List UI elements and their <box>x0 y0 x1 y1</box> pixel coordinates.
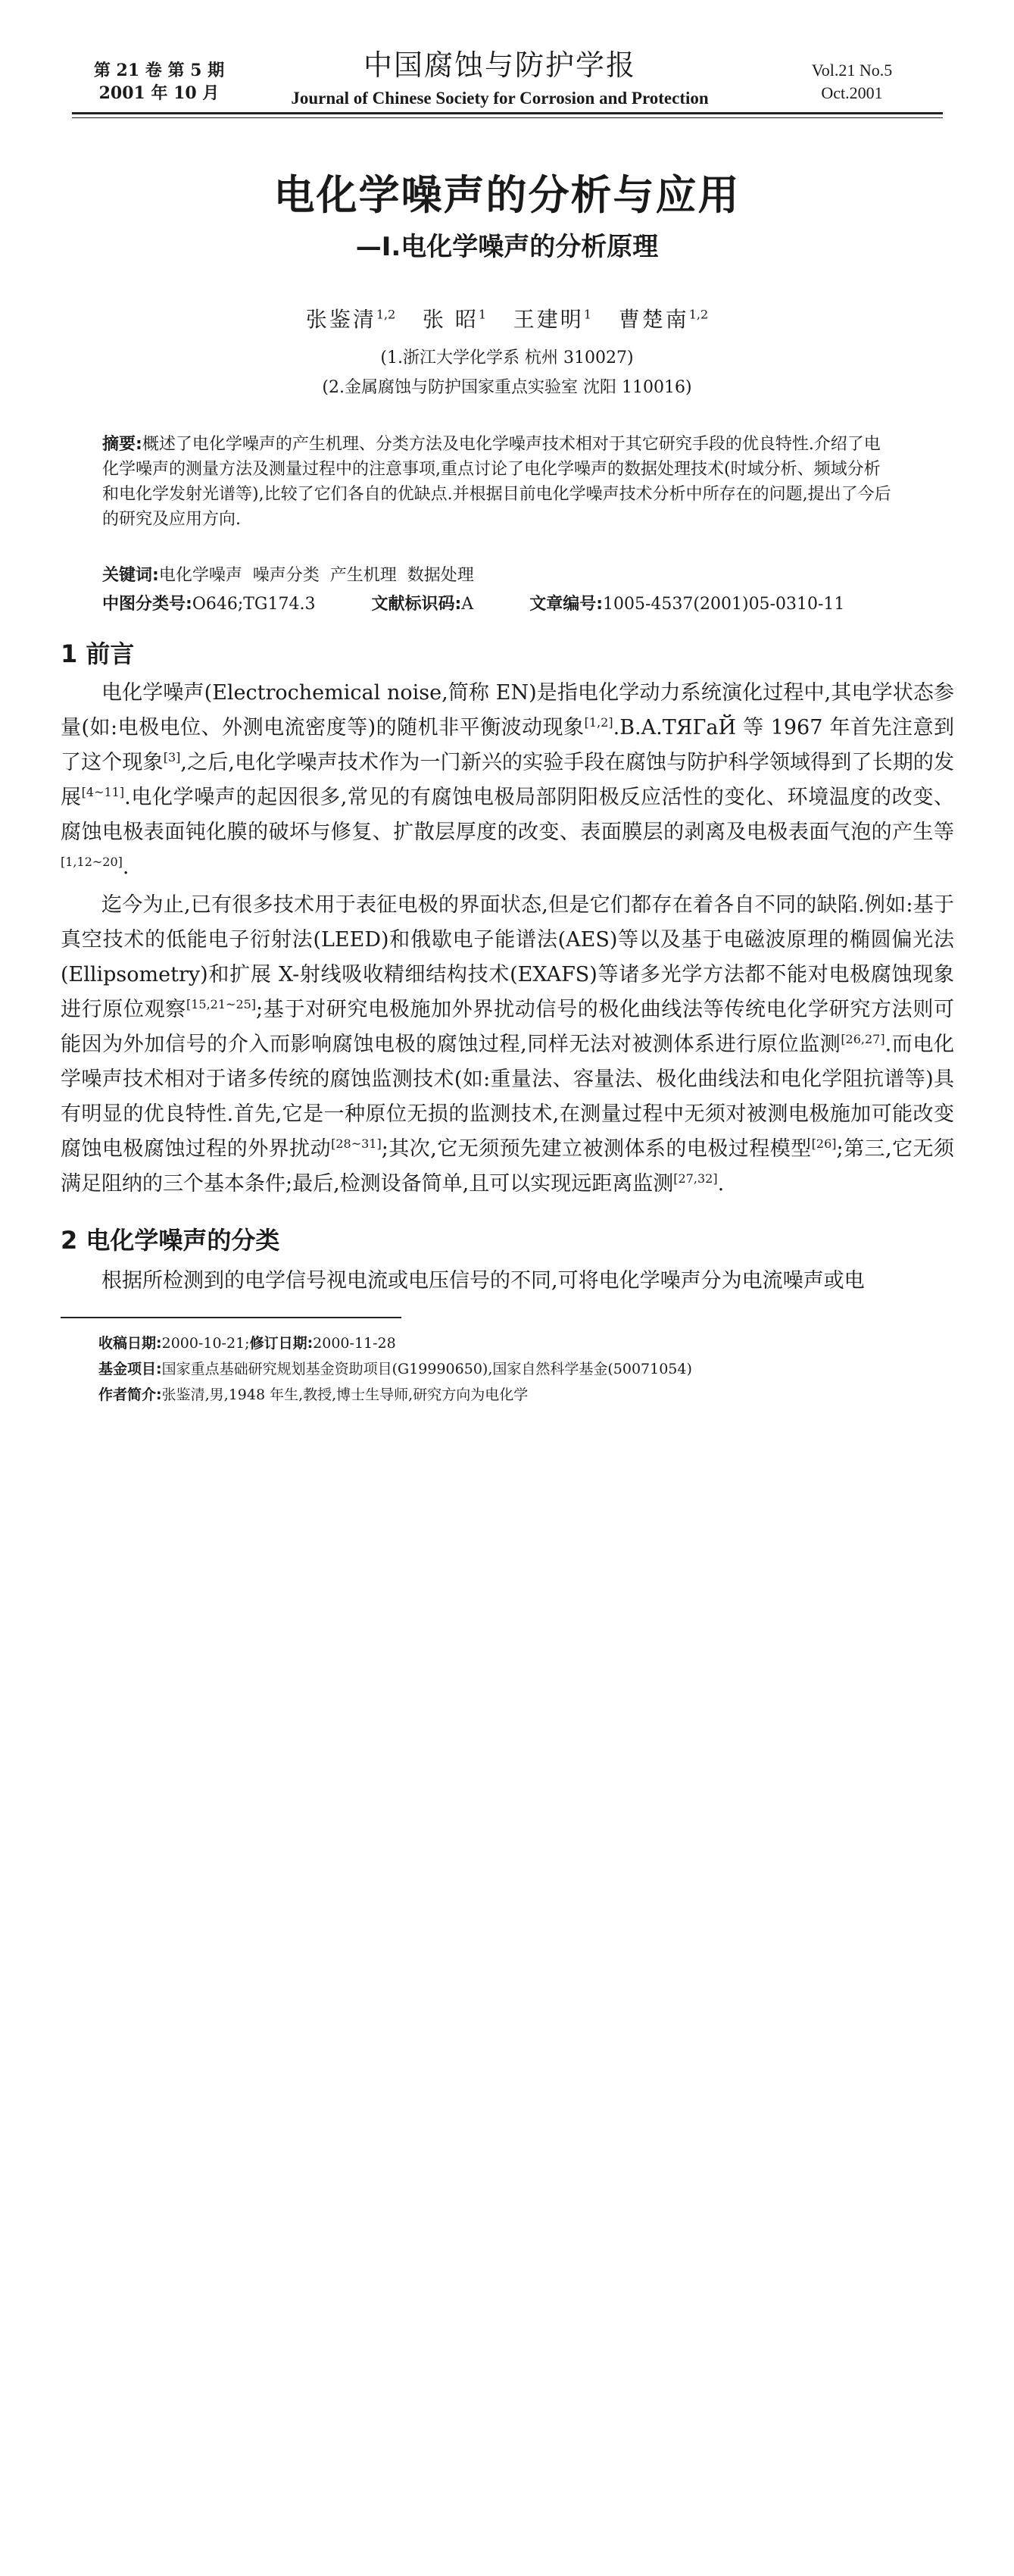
author-affiliation-mark: 1 <box>583 307 591 322</box>
abstract-label: 摘要: <box>102 435 142 454</box>
journal-name-en: Journal of Chinese Society for Corrosion and Protection <box>291 89 709 108</box>
author-name: 曹楚南 <box>618 307 689 332</box>
author-affiliation-mark: 1 <box>478 307 487 322</box>
paragraph-text: . <box>122 855 129 879</box>
section-1-paragraph-1 <box>61 676 954 885</box>
footnote-author <box>98 1383 528 1404</box>
paragraph-text: .而电化学噪声技术相对于诸多传统的腐蚀监测技术(如:重量法、容量法、极化曲线法和电化学阻抗谱等)具有明显的优良特性.首先,它是一种原位无损的监测技术,在测量过程中无须对被测电极施加可能改变腐蚀电极腐蚀过程的外界扰动 <box>61 1033 954 1161</box>
paragraph-text: ;第三,它无须满足阻纳的三个基本条件;最后,检测设备简单,且可以实现远距离监测 <box>61 1137 955 1196</box>
section-1-paragraph-2 <box>61 888 954 1202</box>
journal-header <box>72 45 928 114</box>
citation-ref: [27,32] <box>673 1171 718 1186</box>
citation-ref: [3] <box>163 750 181 764</box>
affiliation-2: (2.金属腐蚀与防护国家重点实验室 沈阳 110016) <box>322 378 692 397</box>
paragraph-text: .电化学噪声的起因很多,常见的有腐蚀电极局部阴阳极反应活性的变化、环境温度的改变、腐蚀电极表面钝化膜的破坏与修复、扩散层厚度的改变、表面膜层的剥离及电极表面气泡的产生等 <box>61 786 955 844</box>
date-cn: 2001 年 10 月 <box>98 83 220 103</box>
citation-ref: [28~31] <box>331 1136 382 1151</box>
section-heading-1: 1 前言 <box>61 639 135 668</box>
paragraph-text: 电化学噪声(Electrochemical noise,简称 EN)是指电化学动力系统演化过程中,其电学状态参量(如:电极电位、外测电流密度等)的随机非平衡波动现象 <box>61 681 954 739</box>
date-en: Oct.2001 <box>821 83 883 102</box>
author-name: 张鉴清 <box>305 307 376 332</box>
paragraph-text: . <box>717 1172 725 1196</box>
author-name: 王建明 <box>513 307 584 332</box>
paragraph-text: ,之后,电化学噪声技术作为一门新兴的实验手段在腐蚀与防护科学领域得到了长期的发展 <box>61 751 954 809</box>
section-2-paragraph-1: 根据所检测到的电学信号视电流或电压信号的不同,可将电化学噪声分为电流噪声或电 <box>101 1269 865 1293</box>
paragraph-text: .B.A.TЯГaЙ 等 1967 年首先注意到了这个现象 <box>61 716 954 774</box>
received-date: 2000-10-21; <box>161 1335 250 1352</box>
citation-ref: [15,21~25] <box>186 997 257 1011</box>
article-number-value: 1005-4537(2001)05-0310-11 <box>603 595 845 614</box>
paper-subtitle: —Ⅰ.电化学噪声的分析原理 <box>355 232 659 262</box>
keywords <box>102 562 894 586</box>
section-heading-2: 2 电化学噪声的分类 <box>61 1226 280 1255</box>
author-affiliation-mark: 1,2 <box>376 307 396 322</box>
revised-date: 2000-11-28 <box>313 1335 396 1352</box>
citation-ref: [26] <box>811 1136 837 1151</box>
received-label: 收稿日期: <box>98 1335 162 1352</box>
paragraph-text: ;其次,它无须预先建立被测体系的电极过程模型 <box>381 1137 812 1161</box>
citation-ref: [1,12~20] <box>61 855 123 869</box>
paper-title: 电化学噪声的分析与应用 <box>273 171 741 219</box>
classification-line <box>102 591 935 614</box>
paragraph-text: ;基于对研究电极施加外界扰动信号的极化曲线法等传统电化学研究方法则可能因为外加信号的介入而影响腐蚀电极的腐蚀过程,同样无法对被测体系进行原位监测 <box>61 998 954 1056</box>
author-bio-label: 作者简介: <box>98 1386 162 1403</box>
author-affiliation-mark: 1,2 <box>688 307 709 322</box>
article-number-label: 文章编号: <box>529 595 603 614</box>
fund-text: 国家重点基础研究规划基金资助项目(G19990650),国家自然科学基金(50071054) <box>161 1361 692 1377</box>
journal-name <box>254 45 746 111</box>
doc-code-label: 文献标识码: <box>371 595 462 614</box>
citation-ref: [1,2] <box>584 715 613 730</box>
volume-en: Vol.21 No.5 <box>811 61 893 80</box>
abstract-text: 概述了电化学噪声的产生机理、分类方法及电化学噪声技术相对于其它研究手段的优良特性.介绍了电化学噪声的测量方法及测量过程中的注意事项,重点讨论了电化学噪声的数据处理技术(时域分析、频域分析和电化学发射光谱等),比较了它们各自的优缺点.并根据目前电化学噪声技术分析中所存在的问题,提出了今后的研究及应用方向. <box>102 435 891 529</box>
volume-cn: 第 21 卷 第 5 期 <box>93 61 225 80</box>
citation-ref: [4~11] <box>81 785 125 799</box>
citation-ref: [26,27] <box>841 1032 885 1046</box>
author-name: 张 昭 <box>423 307 479 332</box>
clc-label: 中图分类号: <box>102 595 192 614</box>
footnote-dates <box>98 1332 396 1352</box>
journal-name-cn: 中国腐蚀与防护学报 <box>363 48 636 82</box>
fund-label: 基金项目: <box>98 1361 162 1377</box>
header-rule-thin <box>72 117 943 118</box>
issue-info-en <box>776 59 928 105</box>
footnote-fund <box>98 1358 692 1378</box>
paragraph-text: 迄今为止,已有很多技术用于表征电极的界面状态,但是它们都存在着各自不同的缺陷.例如:基于真空技术的低能电子衍射法(LEED)和俄歇电子能谱法(AES)等以及基于电磁波原理的椭圆偏光法(Ellipsometry)和扩展 X-射线吸收精细结构技术(EXAFS)等诸多光学方法都不能对电极腐蚀现象进行原位观察 <box>61 893 954 1021</box>
footnote-rule <box>61 1317 401 1318</box>
clc-value: O646;TG174.3 <box>192 595 316 614</box>
keywords-text: 电化学噪声 噪声分类 产生机理 数据处理 <box>158 566 474 585</box>
doc-code-value: A <box>461 595 474 614</box>
issue-info-cn <box>72 59 246 105</box>
revised-label: 修订日期: <box>249 1335 314 1352</box>
abstract <box>102 432 894 532</box>
affiliation-1: (1.浙江大学化学系 杭州 310027) <box>380 349 634 367</box>
keywords-label: 关键词: <box>102 566 159 585</box>
author-list <box>0 303 1014 333</box>
header-rule-thick <box>72 112 943 114</box>
author-bio-text: 张鉴清,男,1948 年生,教授,博士生导师,研究方向为电化学 <box>161 1386 529 1403</box>
